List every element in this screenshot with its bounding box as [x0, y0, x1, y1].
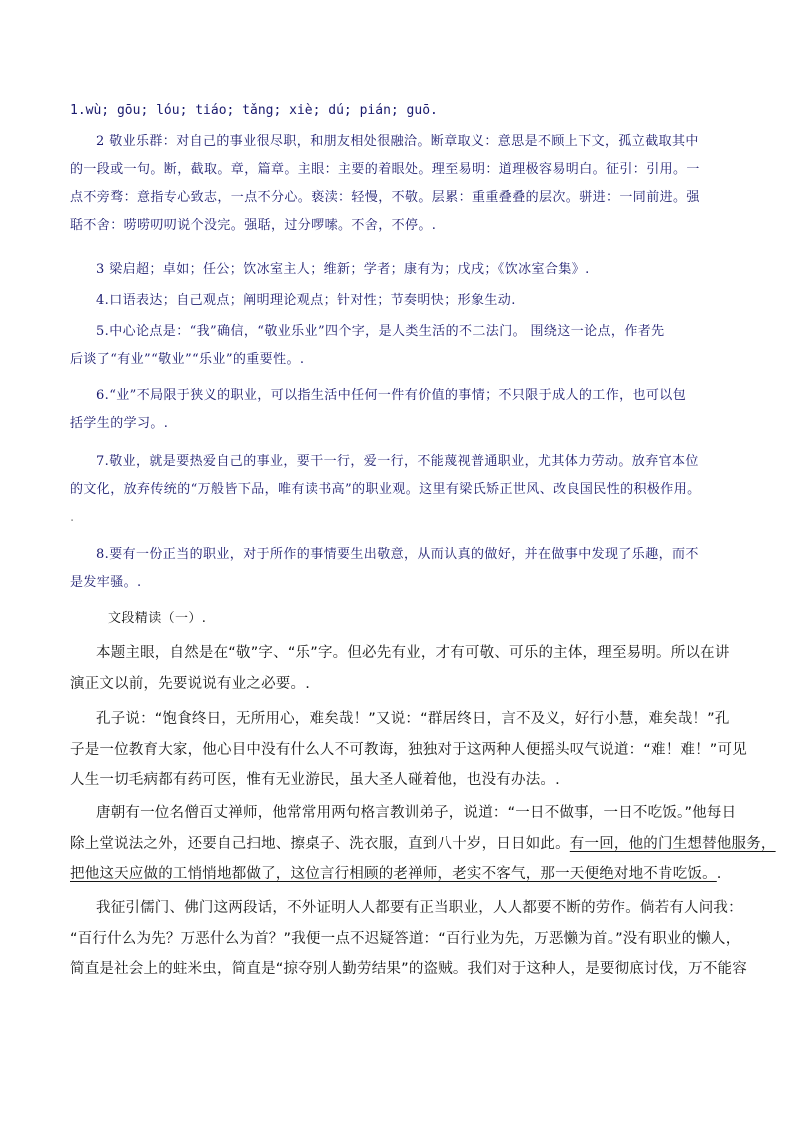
text-line: 演正文以前，先要说说有业之必要。.: [70, 675, 311, 692]
underlined-text: 把他这天应做的工悄悄地都做了，这位言行相顾的老禅师，老实不客气，那一天便绝对地不肯吃饭。: [70, 866, 717, 882]
text-line: 7.敬业，就是要热爱自己的事业，要干一行，爱一行，不能蔑视普通职业，尤其体力劳动。放弃官本位: [96, 454, 699, 469]
answer-1-pinyin: [70, 97, 735, 125]
text-line: 人生一切毛病都有药可医，惟有无业游民，虽大圣人碰着他，也没有办法。.: [70, 772, 560, 788]
answer-5-thesis: [70, 318, 735, 374]
text-line: 把他这天应做的工悄悄地都做了，这位言行相顾的老禅师，老实不客气，那一天便绝对地不肯吃饭。.: [70, 866, 722, 882]
text-line: 1.wù; gōu; lóu; tiáo; tǎng; xiè; dú; pián; guō.: [70, 103, 438, 118]
text-line: 3 梁启超；卓如；任公；饮冰室主人；维新；学者；康有为；戊戌；《饮冰室合集》.: [96, 262, 590, 277]
answer-3-author: [70, 256, 735, 284]
text-line: 本题主眼，自然是在“敬”字、“乐”字。但必先有业，才有可敬、可乐的主体，理至易明。所以在讲: [96, 645, 730, 661]
text-line: 6.“业”不局限于狭义的职业，可以指生活中任何一件有价值的事情；不只限于成人的工作，也可以包: [96, 388, 687, 403]
text-line: .: [70, 510, 75, 525]
answer-2-vocabulary: [70, 128, 735, 240]
text-line: 除上堂说法之外，还要自己扫地、擦桌子、洗衣服，直到八十岁，日日如此。有一回，他的门生想替他服务，: [70, 835, 776, 852]
text-line: 后谈了“有业”“敬业”“乐业”的重要性。.: [70, 352, 305, 367]
text-line: 我征引儒门、佛门这两段话，不外证明人人都要有正当职业，人人都要不断的劳作。倘若有人问我：: [96, 900, 743, 916]
passage-paragraph-1: [70, 638, 735, 699]
text-line: 点不旁骛：意指专心致志，一点不分心。亵渎：轻慢，不敬。层累：重重叠叠的层次。骈进：一同前进。强: [70, 190, 700, 205]
text-line: 聒不舍：唠唠叨叨说个没完。强聒，过分啰嗦。不舍，不停。.: [70, 218, 437, 233]
answer-4-style: [70, 287, 735, 315]
text-line: 2 敬业乐群：对自己的事业很尽职，和朋友相处很融洽。断章取义：意思是不顾上下文，孤立截取其中: [96, 134, 699, 149]
text-line: 8.要有一份正当的职业，对于所作的事情要生出敬意，从而认真的做好，并在做事中发现了乐趣，而不: [96, 547, 699, 562]
text-line: 是发牢骚。.: [70, 575, 142, 590]
section-heading: 文段精读（一）.: [108, 611, 207, 626]
underlined-text: 有一回，他的门生想替他服务，: [569, 835, 776, 852]
answer-7-dedication: [70, 448, 735, 532]
passage-paragraph-4: [70, 893, 747, 985]
text-line: 的文化，放弃传统的“万般皆下品，唯有读书高”的职业观。这里有梁氏矫正世风、改良国民性的积极作用。: [70, 482, 701, 497]
text-line: 简直是社会上的蛀米虫，简直是“掠夺别人勤劳结果”的盗贼。我们对于这种人，是要彻底讨伐，万不能容: [70, 961, 747, 977]
text-line: 子是一位教育大家，他心目中没有什么人不可教诲，独独对于这两种人便摇头叹气说道：“难！难！”可见: [70, 741, 747, 758]
answer-8-conclusion: [70, 541, 735, 597]
text-line: 4.口语表达；自己观点；阐明理论观点；针对性；节奏明快；形象生动.: [96, 293, 516, 308]
passage-paragraph-2: [70, 704, 747, 796]
text-line: 括学生的学习。.: [70, 416, 169, 431]
answer-6-meaning: [70, 382, 735, 438]
text-line: 5.中心论点是：“我”确信，“敬业乐业”四个字，是人类生活的不二法门。 围绕这一论点，作者先: [96, 324, 665, 339]
text-line: 唐朝有一位名僧百丈禅师，他常常用两句格言教训弟子，说道：“一日不做事，一日不吃饭。”他每日: [96, 805, 737, 821]
text-line: 的一段或一句。断，截取。章，篇章。主眼：主要的着眼处。理至易明：道理极容易明白。征引：引用。一: [70, 162, 700, 177]
text-line: “百行什么为先？万恶什么为首？”我便一点不迟疑答道：“百行业为先，万恶懒为首。”没有职业的懒人，: [70, 930, 741, 947]
text-line: 孔子说：“饱食终日，无所用心，难矣哉！”又说：“群居终日，言不及义，好行小慧，难矣哉！”孔: [96, 711, 730, 727]
passage-paragraph-3: [70, 798, 776, 890]
